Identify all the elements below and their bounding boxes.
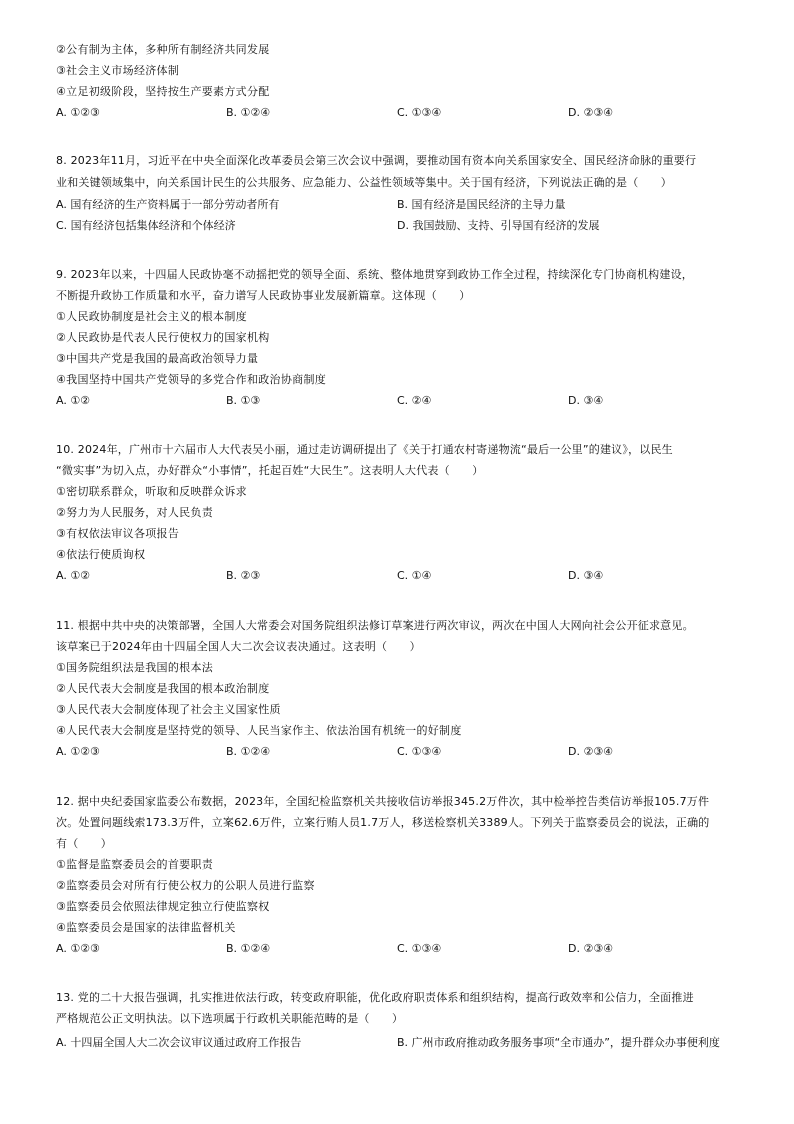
q12-option-c[interactable]: C. ①③④ — [397, 942, 442, 955]
q11-option-c[interactable]: C. ①③④ — [397, 745, 442, 758]
q7-item-4: ④立足初级阶段，坚持按生产要素方式分配 — [56, 85, 270, 98]
q13-option-a[interactable]: A. 十四届全国人大二次会议审议通过政府工作报告 — [56, 1036, 302, 1049]
q11-option-b[interactable]: B. ①②④ — [226, 745, 271, 758]
q9-option-b[interactable]: B. ①③ — [226, 394, 261, 407]
q10-stem-line-2: “微实事”为切入点，办好群众“小事情”，托起百姓“大民生”。这表明人大代表（ ） — [56, 464, 484, 477]
q8-option-c[interactable]: C. 国有经济包括集体经济和个体经济 — [56, 219, 236, 232]
q12-item-1: ①监督是监察委员会的首要职责 — [56, 858, 214, 871]
q8-option-d[interactable]: D. 我国鼓励、支持、引导国有经济的发展 — [397, 219, 600, 232]
q10-item-4: ④依法行使质询权 — [56, 548, 146, 561]
q7-item-2: ②公有制为主体，多种所有制经济共同发展 — [56, 43, 270, 56]
q11-item-1: ①国务院组织法是我国的根本法 — [56, 661, 214, 674]
q12-option-a[interactable]: A. ①②③ — [56, 942, 100, 955]
q12-options — [56, 941, 756, 956]
q7-option-b[interactable]: B. ①②④ — [226, 106, 271, 119]
q9-item-3: ③中国共产党是我国的最高政治领导力量 — [56, 352, 259, 365]
q10-item-3: ③有权依法审议各项报告 — [56, 527, 180, 540]
q7-option-c[interactable]: C. ①③④ — [397, 106, 442, 119]
q10-option-d[interactable]: D. ③④ — [568, 569, 604, 582]
q12-stem-line-3: 有（ ） — [56, 837, 112, 850]
q9-item-2: ②人民政协是代表人民行使权力的国家机构 — [56, 331, 270, 344]
q12-item-2: ②监察委员会对所有行使公权力的公职人员进行监察 — [56, 879, 315, 892]
q8-option-b[interactable]: B. 国有经济是国民经济的主导力量 — [397, 198, 566, 211]
q11-option-a[interactable]: A. ①②③ — [56, 745, 100, 758]
q10-option-a[interactable]: A. ①② — [56, 569, 91, 582]
q9-option-d[interactable]: D. ③④ — [568, 394, 604, 407]
q8-stem-line-1: 8. 2023年11月，习近平在中央全面深化改革委员会第三次会议中强调，要推动国有资本向关系国家安全、国民经济命脉的重要行 — [56, 154, 697, 167]
q11-item-4: ④人民代表大会制度是坚持党的领导、人民当家作主、依法治国有机统一的好制度 — [56, 724, 462, 737]
q8-stem-line-2: 业和关键领域集中，向关系国计民生的公共服务、应急能力、公益性领域等集中。关于国有经济，下列说法正确的是（ ） — [56, 176, 672, 189]
q9-options — [56, 393, 756, 408]
q11-item-3: ③人民代表大会制度体现了社会主义国家性质 — [56, 703, 281, 716]
q9-option-a[interactable]: A. ①② — [56, 394, 91, 407]
q11-stem-line-1: 11. 根据中共中央的决策部署，全国人大常委会对国务院组织法修订草案进行两次审议，两次在中国人大网向社会公开征求意见。 — [56, 619, 694, 632]
q10-item-1: ①密切联系群众，听取和反映群众诉求 — [56, 485, 247, 498]
q12-stem-line-1: 12. 据中央纪委国家监委公布数据，2023年，全国纪检监察机关共接收信访举报345.2万件次，其中检举控告类信访举报105.7万件 — [56, 795, 710, 808]
q7-item-3: ③社会主义市场经济体制 — [56, 64, 180, 77]
q7-option-a[interactable]: A. ①②③ — [56, 106, 100, 119]
q8-option-a[interactable]: A. 国有经济的生产资料属于一部分劳动者所有 — [56, 198, 280, 211]
q7-options — [56, 105, 756, 120]
q7-option-d[interactable]: D. ②③④ — [568, 106, 614, 119]
q9-option-c[interactable]: C. ②④ — [397, 394, 432, 407]
q11-stem-line-2: 该草案已于2024年由十四届全国人大二次会议表决通过。这表明（ ） — [56, 640, 421, 653]
q10-options — [56, 568, 756, 583]
q9-stem-line-1: 9. 2023年以来，十四届人民政协毫不动摇把党的领导全面、系统、整体地贯穿到政协工作全过程，持续深化专门协商机构建设， — [56, 268, 693, 281]
q11-option-d[interactable]: D. ②③④ — [568, 745, 614, 758]
q9-item-1: ①人民政协制度是社会主义的根本制度 — [56, 310, 247, 323]
q13-stem-line-1: 13. 党的二十大报告强调，扎实推进依法行政，转变政府职能，优化政府职责体系和组织结构，提高行政效率和公信力，全面推进 — [56, 991, 694, 1004]
q10-stem-line-1: 10. 2024年，广州市十六届市人大代表吴小丽，通过走访调研提出了《关于打通农村寄递物流“最后一公里”的建议》，以民生 — [56, 443, 673, 456]
q12-option-b[interactable]: B. ①②④ — [226, 942, 271, 955]
q13-option-b[interactable]: B. 广州市政府推动政务服务事项“全市通办”，提升群众办事便利度 — [397, 1036, 720, 1049]
q11-options — [56, 744, 756, 759]
q10-option-b[interactable]: B. ②③ — [226, 569, 261, 582]
q12-option-d[interactable]: D. ②③④ — [568, 942, 614, 955]
q12-item-4: ④监察委员会是国家的法律监督机关 — [56, 921, 236, 934]
q10-item-2: ②努力为人民服务，对人民负责 — [56, 506, 214, 519]
q11-item-2: ②人民代表大会制度是我国的根本政治制度 — [56, 682, 270, 695]
q13-stem-line-2: 严格规范公正文明执法。以下选项属于行政机关职能范畴的是（ ） — [56, 1012, 404, 1025]
q9-stem-line-2: 不断提升政协工作质量和水平，奋力谱写人民政协事业发展新篇章。这体现（ ） — [56, 289, 471, 302]
q12-stem-line-2: 次。处置问题线索173.3万件，立案62.6万件，立案行贿人员1.7万人，移送检察机关3389人。下列关于监察委员会的说法，正确的 — [56, 816, 710, 829]
q10-option-c[interactable]: C. ①④ — [397, 569, 432, 582]
q9-item-4: ④我国坚持中国共产党领导的多党合作和政治协商制度 — [56, 373, 327, 386]
q12-item-3: ③监察委员会依照法律规定独立行使监察权 — [56, 900, 270, 913]
